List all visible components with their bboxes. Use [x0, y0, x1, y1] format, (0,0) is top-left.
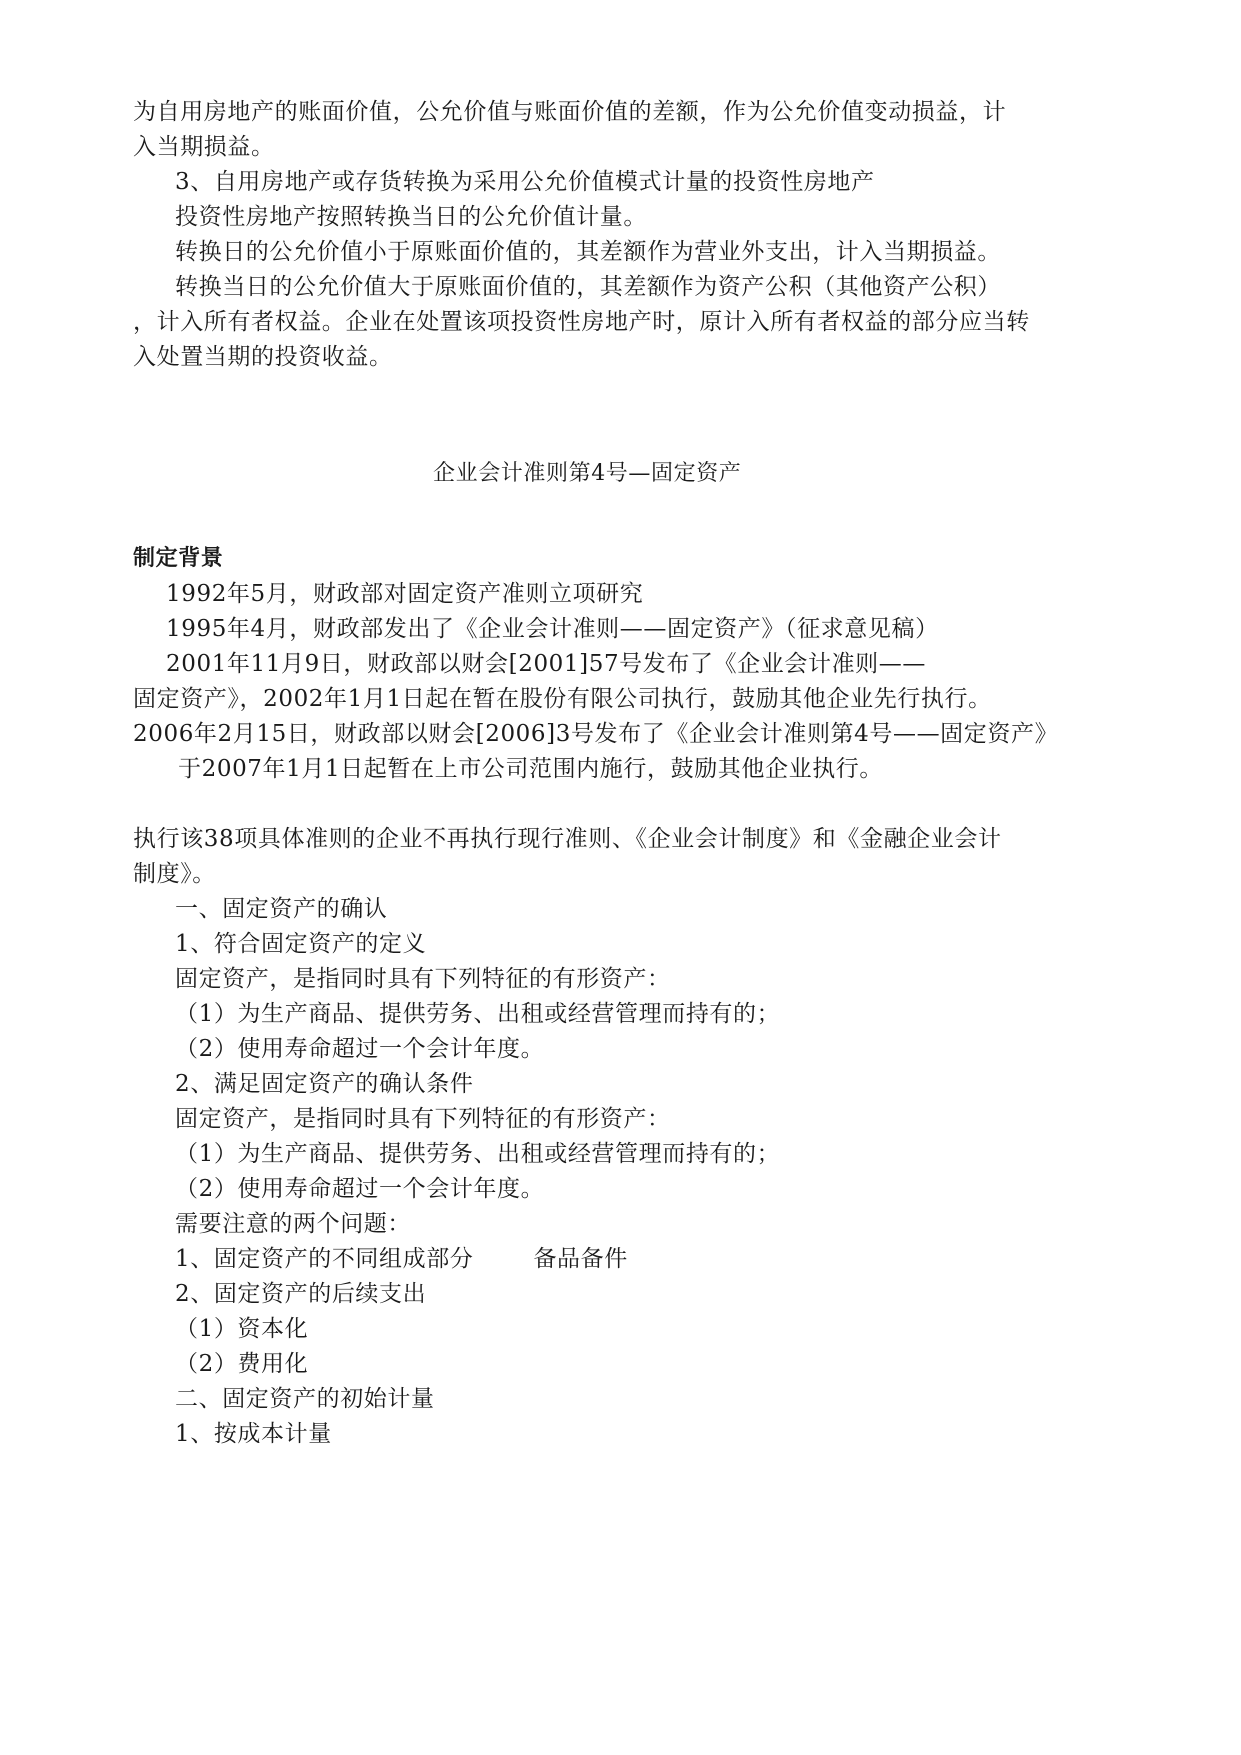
intro-line-6: 转换当日的公允价值大于原账面价值的，其差额作为资产公积（其他资产公积） [175, 274, 1001, 300]
background-line-6: 于2007年1月1日起暂在上市公司范围内施行，鼓励其他企业执行。 [178, 756, 883, 782]
intro-line-5: 转换日的公允价值小于原账面价值的，其差额作为营业外支出，计入当期损益。 [175, 239, 1001, 265]
body-line-6: （1）为生产商品、提供劳务、出租或经营管理而持有的； [175, 1001, 781, 1027]
body-line-15: （1）资本化 [175, 1316, 309, 1342]
body-line-2: 制度》。 [133, 861, 216, 887]
body-line-13-main: 1、固定资产的不同组成部分 [175, 1246, 474, 1272]
intro-line-8: 入处置当期的投资收益。 [133, 344, 393, 370]
intro-line-3: 3、自用房地产或存货转换为采用公允价值模式计量的投资性房地产 [175, 169, 875, 195]
body-line-8: 2、满足固定资产的确认条件 [175, 1071, 474, 1097]
body-line-13-aside: 备品备件 [533, 1246, 628, 1272]
body-line-17: 二、固定资产的初始计量 [175, 1386, 435, 1412]
body-line-1: 执行该38项具体准则的企业不再执行现行准则、《企业会计制度》和《金融企业会计 [133, 826, 1002, 852]
intro-line-4: 投资性房地产按照转换当日的公允价值计量。 [175, 204, 647, 230]
background-line-4: 固定资产》，2002年1月1日起在暂在股份有限公司执行，鼓励其他企业先行执行。 [133, 686, 992, 712]
body-line-9: 固定资产，是指同时具有下列特征的有形资产： [175, 1106, 671, 1132]
background-line-3: 2001年11月9日，财政部以财会[2001]57号发布了《企业会计准则—— [166, 651, 926, 677]
body-line-4: 1、符合固定资产的定义 [175, 931, 427, 957]
background-line-5: 2006年2月15日，财政部以财会[2006]3号发布了《企业会计准则第4号——固定资产》 [133, 721, 1059, 747]
body-line-5: 固定资产，是指同时具有下列特征的有形资产： [175, 966, 671, 992]
body-line-13 [175, 1245, 628, 1273]
background-heading: 制定背景 [133, 546, 224, 571]
background-line-1: 1992年5月，财政部对固定资产准则立项研究 [166, 581, 644, 607]
body-line-11: （2）使用寿命超过一个会计年度。 [175, 1176, 545, 1202]
section-title: 企业会计准则第4号—固定资产 [433, 461, 742, 486]
intro-line-7: ，计入所有者权益。企业在处置该项投资性房地产时，原计入所有者权益的部分应当转 [133, 309, 1030, 335]
body-line-3: 一、固定资产的确认 [175, 896, 388, 922]
intro-line-2: 入当期损益。 [133, 134, 275, 160]
body-line-10: （1）为生产商品、提供劳务、出租或经营管理而持有的； [175, 1141, 781, 1167]
body-line-14: 2、固定资产的后续支出 [175, 1281, 427, 1307]
body-line-12: 需要注意的两个问题： [175, 1211, 411, 1237]
background-line-2: 1995年4月，财政部发出了《企业会计准则——固定资产》（征求意见稿） [166, 616, 939, 642]
body-line-16: （2）费用化 [175, 1351, 309, 1377]
body-line-7: （2）使用寿命超过一个会计年度。 [175, 1036, 545, 1062]
intro-line-1: 为自用房地产的账面价值，公允价值与账面价值的差额，作为公允价值变动损益，计 [133, 99, 1007, 125]
body-line-18: 1、按成本计量 [175, 1421, 332, 1447]
